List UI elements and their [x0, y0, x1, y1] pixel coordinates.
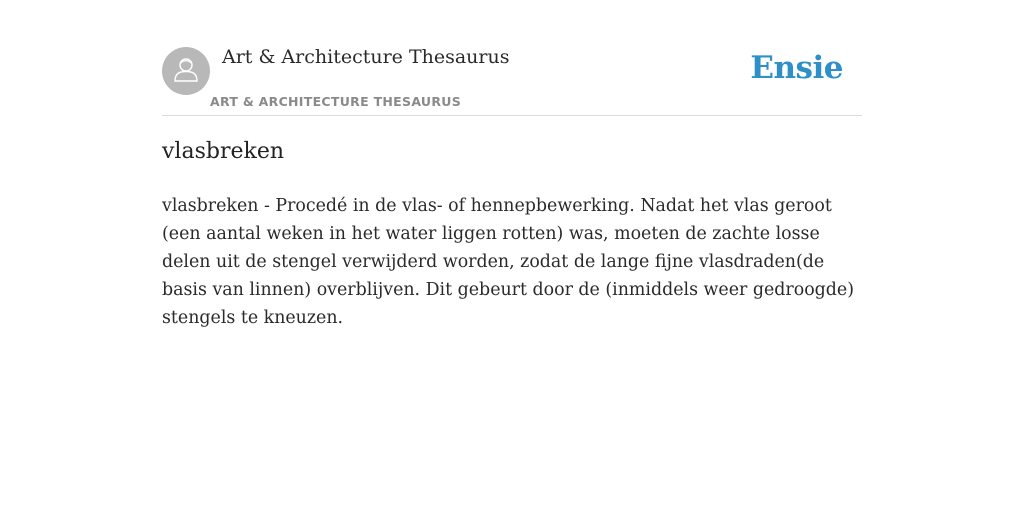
entry-header	[162, 0, 862, 116]
author-avatar[interactable]	[162, 47, 210, 95]
author-subtitle: ART & ARCHITECTURE THESAURUS	[210, 94, 462, 109]
author-name-link[interactable]: Art & Architecture Thesaurus	[222, 46, 510, 68]
brand-logo-link[interactable]: Ensie	[750, 50, 843, 86]
entry-description: vlasbreken - Procedé in de vlas- of hennepbewerking. Nadat het vlas geroot (een aantal weken in het water liggen rotten) was, moeten de zachte losse delen uit de stengel verwijderd worden, zodat de lange fijne vlasdraden(de basis van linnen) overblijven. Dit gebeurt door de (inmiddels weer gedroogde) stengels te kneuzen.	[162, 196, 855, 328]
page-container	[162, 0, 862, 328]
user-silhouette-icon	[171, 54, 201, 88]
entry-title: vlasbreken	[162, 139, 285, 164]
